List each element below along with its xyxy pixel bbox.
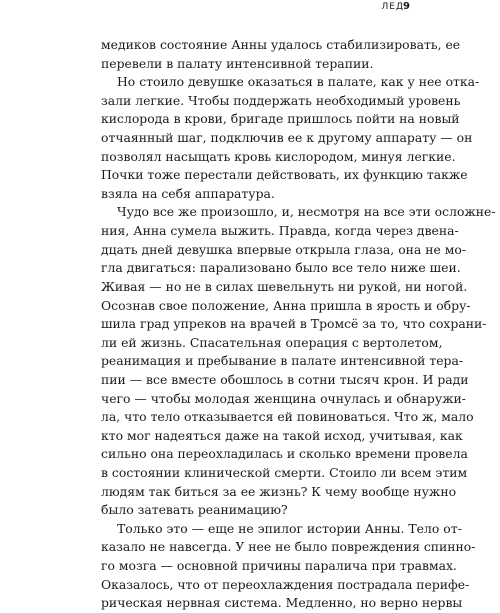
text-line: рическая нервная система. Медленно, но верно нервы — [101, 595, 463, 611]
text-line: Почки тоже перестали действовать, их функцию также — [101, 167, 468, 183]
text-line: позволял насыщать кровь кислородом, минуя легкие. — [101, 148, 456, 164]
text-line: кислорода в крови, бригаде пришлось пойти на новый — [101, 111, 460, 127]
text-line: пии — все вместе обошлось в сотни тысяч крон. И ради — [101, 371, 469, 387]
text-line: людям так биться за ее жизнь? К чему вообще нужно — [101, 483, 457, 499]
text-line: Но стоило девушке оказаться в палате, как у нее отка- — [117, 74, 480, 90]
text-line: ния, Анна сумела выжить. Правда, когда через двена- — [101, 223, 459, 239]
text-line: ли ей жизнь. Спасательная операция с вертолетом, — [101, 334, 443, 350]
running-head: ЛЕД — [381, 2, 404, 12]
text-line: дцать дней девушка впервые открыла глаза, она не мо- — [101, 241, 467, 257]
text-line: перевели в палату интенсивной терапии. — [101, 55, 374, 71]
text-line: шила град упреков на врачей в Тромсё за то, что сохрани- — [101, 316, 487, 332]
text-line: чего — чтобы молодая женщина очнулась и обнаружи- — [101, 390, 466, 406]
text-line: го мозга — основной причины паралича при травмах. — [101, 558, 457, 574]
text-line: зали легкие. Чтобы поддержать необходимый уровень — [101, 92, 461, 108]
text-line: ла, что тело отказывается ей повиноваться. Что ж, мало — [101, 409, 474, 425]
text-line: взяла на себя аппаратура. — [101, 185, 275, 201]
text-line: кто мог надеяться даже на такой исход, учитывая, как — [101, 427, 463, 443]
text-line: Живая — но не в силах шевельнуть ни рукой, ни ногой. — [101, 278, 468, 294]
text-line: Чудо все же произошло, и, несмотря на все эти осложне- — [117, 204, 496, 220]
text-line: казало не навсегда. У нее не было повреждения спинно- — [101, 539, 476, 555]
text-line: Осознав свое положение, Анна пришла в ярость и обру- — [101, 297, 471, 313]
page-number: 9 — [403, 1, 410, 12]
text-line: Оказалось, что от переохлаждения пострадала перифе- — [101, 576, 470, 592]
text-line: реанимация и пребывание в палате интенсивной тера- — [101, 353, 464, 369]
text-line: сильно она переохладилась и сколько времени провела — [101, 446, 468, 462]
text-line: отчаянный шаг, подключив ее к другому аппарату — он — [101, 130, 473, 146]
text-line: было затевать реанимацию? — [101, 502, 288, 518]
text-line: Только это — еще не эпилог истории Анны. Тело от- — [117, 520, 462, 536]
text-line: в состоянии клинической смерти. Стоило ли всем этим — [101, 465, 468, 481]
text-line: медиков состояние Анны удалось стабилизировать, ее — [101, 37, 461, 52]
text-line: гла двигаться: парализовано было все тело ниже шеи. — [101, 260, 461, 276]
body-text — [101, 36, 496, 613]
